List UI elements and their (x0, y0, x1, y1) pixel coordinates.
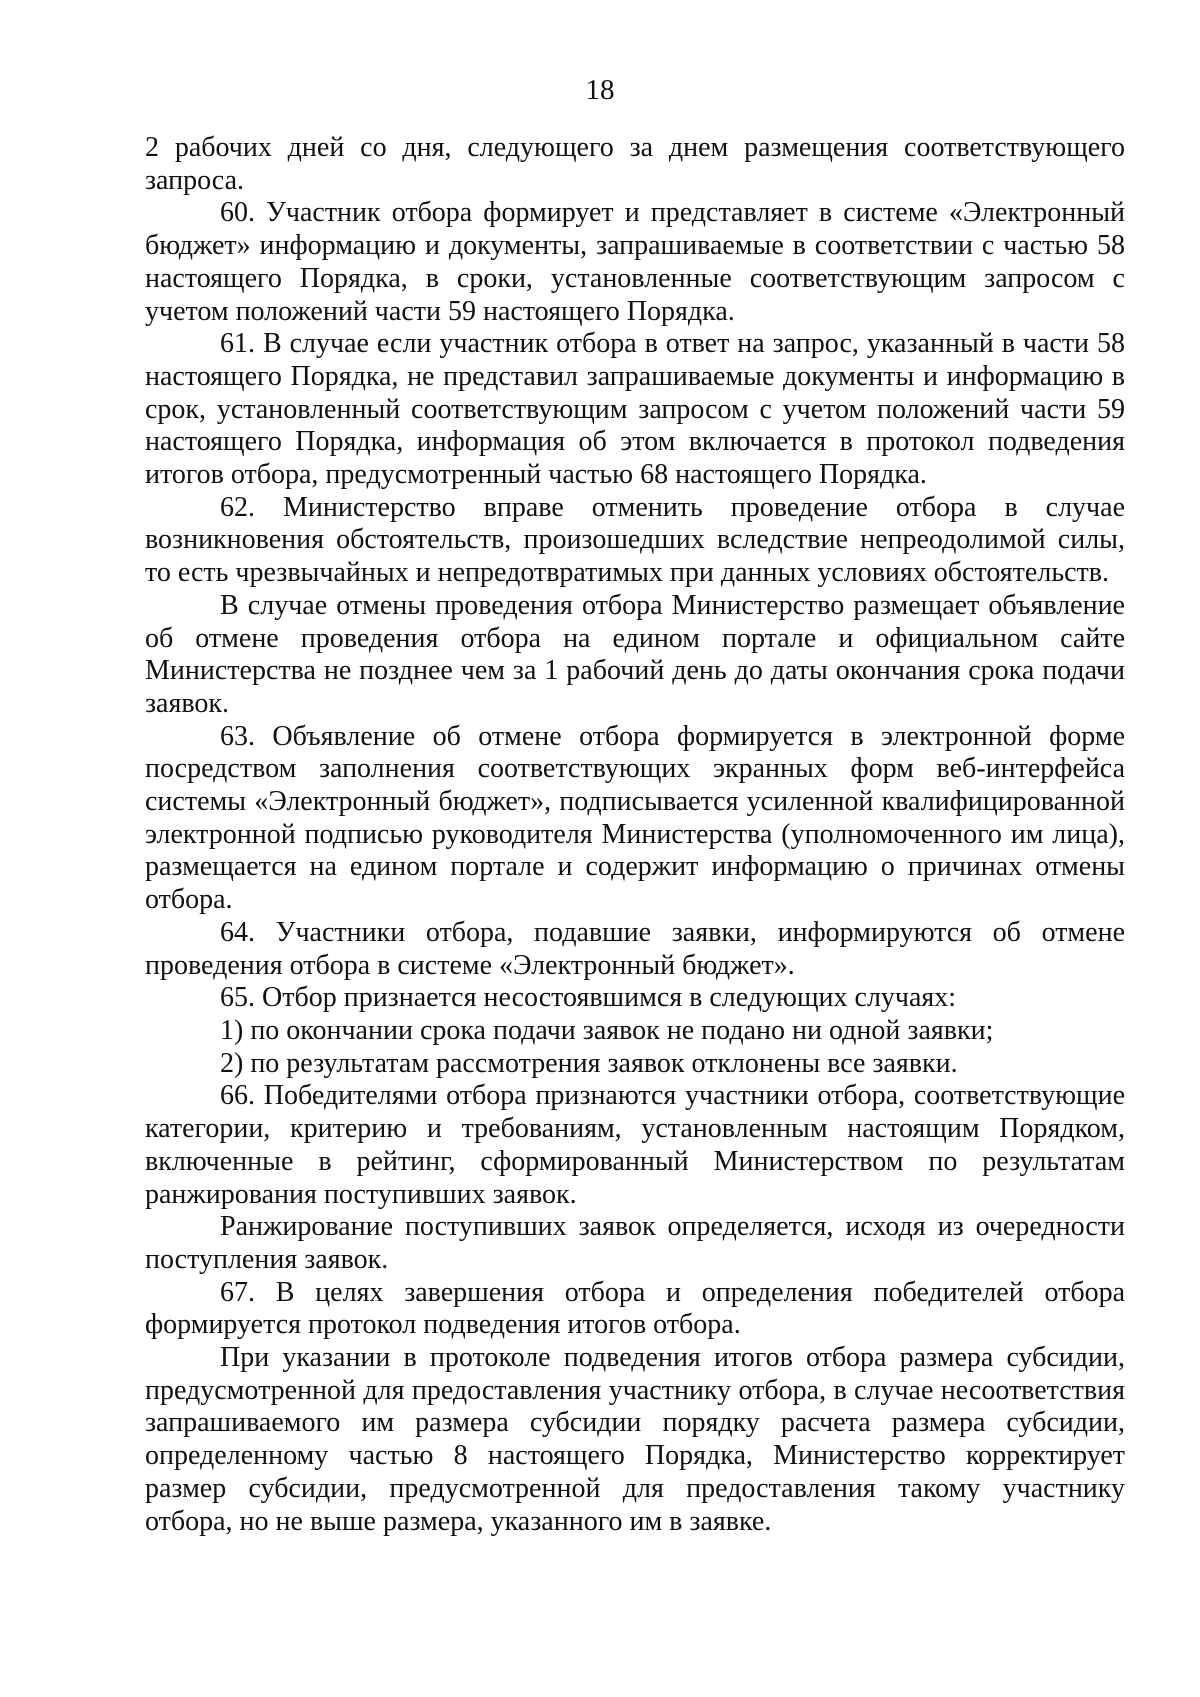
paragraph-67: 67. В целях завершения отбора и определения победителей отбора формируется протокол подведения итогов отбора. (145, 1276, 1125, 1341)
paragraph-66-ranking: Ранжирование поступивших заявок определяется, исходя из очередности поступления заявок. (145, 1211, 1125, 1275)
document-body (145, 132, 1125, 1538)
paragraph-67-subsidy: При указании в протоколе подведения итогов отбора размера субсидии, предусмотренной для предоставления участнику отбора, в случае несоответствия запрашиваемого им размера субсидии порядку расчета размера субсидии, определенному частью 8 настоящего Порядка, Министерство корректирует размер субсидии, предусмотренной для предоставления такому участнику отбора, но не выше размера, указанного им в заявке. (145, 1342, 1125, 1537)
paragraph-62-cancellation: В случае отмены проведения отбора Министерство размещает объявление об отмене проведения отбора на едином портале и официальном сайте Министерства не позднее чем за 1 рабочий день до даты окончания срока подачи заявок. (145, 589, 1125, 719)
paragraph-61: 61. В случае если участник отбора в ответ на запрос, указанный в части 58 настоящего Порядка, не представил запрашиваемые документы и информацию в срок, установленный соответствующим запросом с учетом положений части 59 настоящего Порядка, информация об этом включается в протокол подведения итогов отбора, предусмотренный частью 68 настоящего Порядка. (145, 328, 1125, 491)
page-number: 18 (585, 74, 615, 106)
paragraph-66: 66. Победителями отбора признаются участники отбора, соответствующие категории, критерию и требованиям, установленным настоящим Порядком, включенные в рейтинг, сформированный Министерством по результатам ранжирования поступивших заявок. (145, 1080, 1125, 1210)
paragraph-65: 65. Отбор признается несостоявшимся в следующих случаях: (220, 982, 957, 1014)
paragraph-60: 60. Участник отбора формирует и представляет в системе «Электронный бюджет» информацию и документы, запрашиваемые в соответствии с частью 58 настоящего Порядка, в сроки, установленные соответствующим запросом с учетом положений части 59 настоящего Порядка. (145, 197, 1125, 327)
paragraph-62: 62. Министерство вправе отменить проведение отбора в случае возникновения обстоятельств, произошедших вследствие непреодолимой силы, то есть чрезвычайных и непредотвратимых при данных условиях обстоятельств. (145, 491, 1125, 589)
paragraph-65-item-1: 1) по окончании срока подачи заявок не подано ни одной заявки; (220, 1014, 994, 1046)
paragraph-63: 63. Объявление об отмене отбора формируется в электронной форме посредством заполнения соответствующих экранных форм веб-интерфейса системы «Электронный бюджет», подписывается усиленной квалифицированной электронной подписью руководителя Министерства (уполномоченного им лица), размещается на едином портале и содержит информацию о причинах отмены отбора. (145, 720, 1125, 916)
paragraph-65-item-2: 2) по результатам рассмотрения заявок отклонены все заявки. (220, 1047, 958, 1079)
paragraph-64: 64. Участники отбора, подавшие заявки, информируются об отмене проведения отбора в системе «Электронный бюджет». (145, 916, 1125, 981)
paragraph-continuation: 2 рабочих дней со дня, следующего за днем размещения соответствующего запроса. (145, 132, 1125, 196)
